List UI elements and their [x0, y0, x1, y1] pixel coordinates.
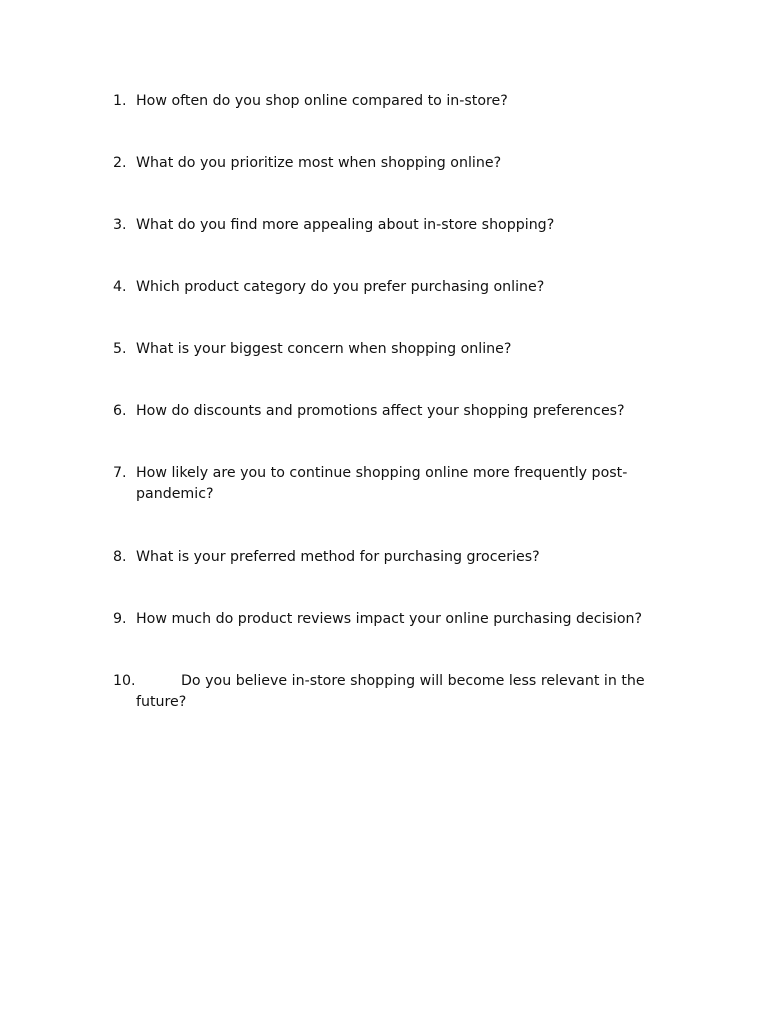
question-number: 1.	[113, 93, 127, 109]
question-item	[113, 547, 683, 568]
question-item	[113, 277, 683, 298]
question-text: How often do you shop online compared to in-store?	[136, 93, 508, 109]
question-number: 6.	[113, 403, 127, 419]
question-text: How likely are you to continue shopping online more frequently post-pandemic?	[136, 465, 628, 502]
question-item	[113, 401, 683, 422]
question-text: What is your preferred method for purchasing groceries?	[136, 549, 540, 565]
question-item	[113, 91, 683, 112]
question-text: How much do product reviews impact your online purchasing decision?	[136, 611, 643, 627]
question-number: 2.	[113, 155, 127, 171]
question-number: 5.	[113, 341, 127, 357]
question-item	[113, 463, 683, 505]
question-list	[113, 91, 683, 755]
question-text: How do discounts and promotions affect your shopping preferences?	[136, 403, 625, 419]
question-item	[113, 339, 683, 360]
question-item	[113, 609, 683, 630]
question-item	[113, 215, 683, 236]
question-item	[113, 153, 683, 174]
question-text: Do you believe in-store shopping will become less relevant in the future?	[136, 673, 645, 710]
question-number: 9.	[113, 611, 127, 627]
question-text: What do you prioritize most when shopping online?	[136, 155, 502, 171]
question-text: What do you find more appealing about in-store shopping?	[136, 217, 555, 233]
question-text: Which product category do you prefer purchasing online?	[136, 279, 545, 295]
question-number: 4.	[113, 279, 127, 295]
question-number: 10.	[113, 673, 136, 689]
question-text: What is your biggest concern when shopping online?	[136, 341, 512, 357]
question-item	[113, 671, 683, 713]
question-number: 7.	[113, 465, 127, 481]
question-number: 8.	[113, 549, 127, 565]
question-number: 3.	[113, 217, 127, 233]
